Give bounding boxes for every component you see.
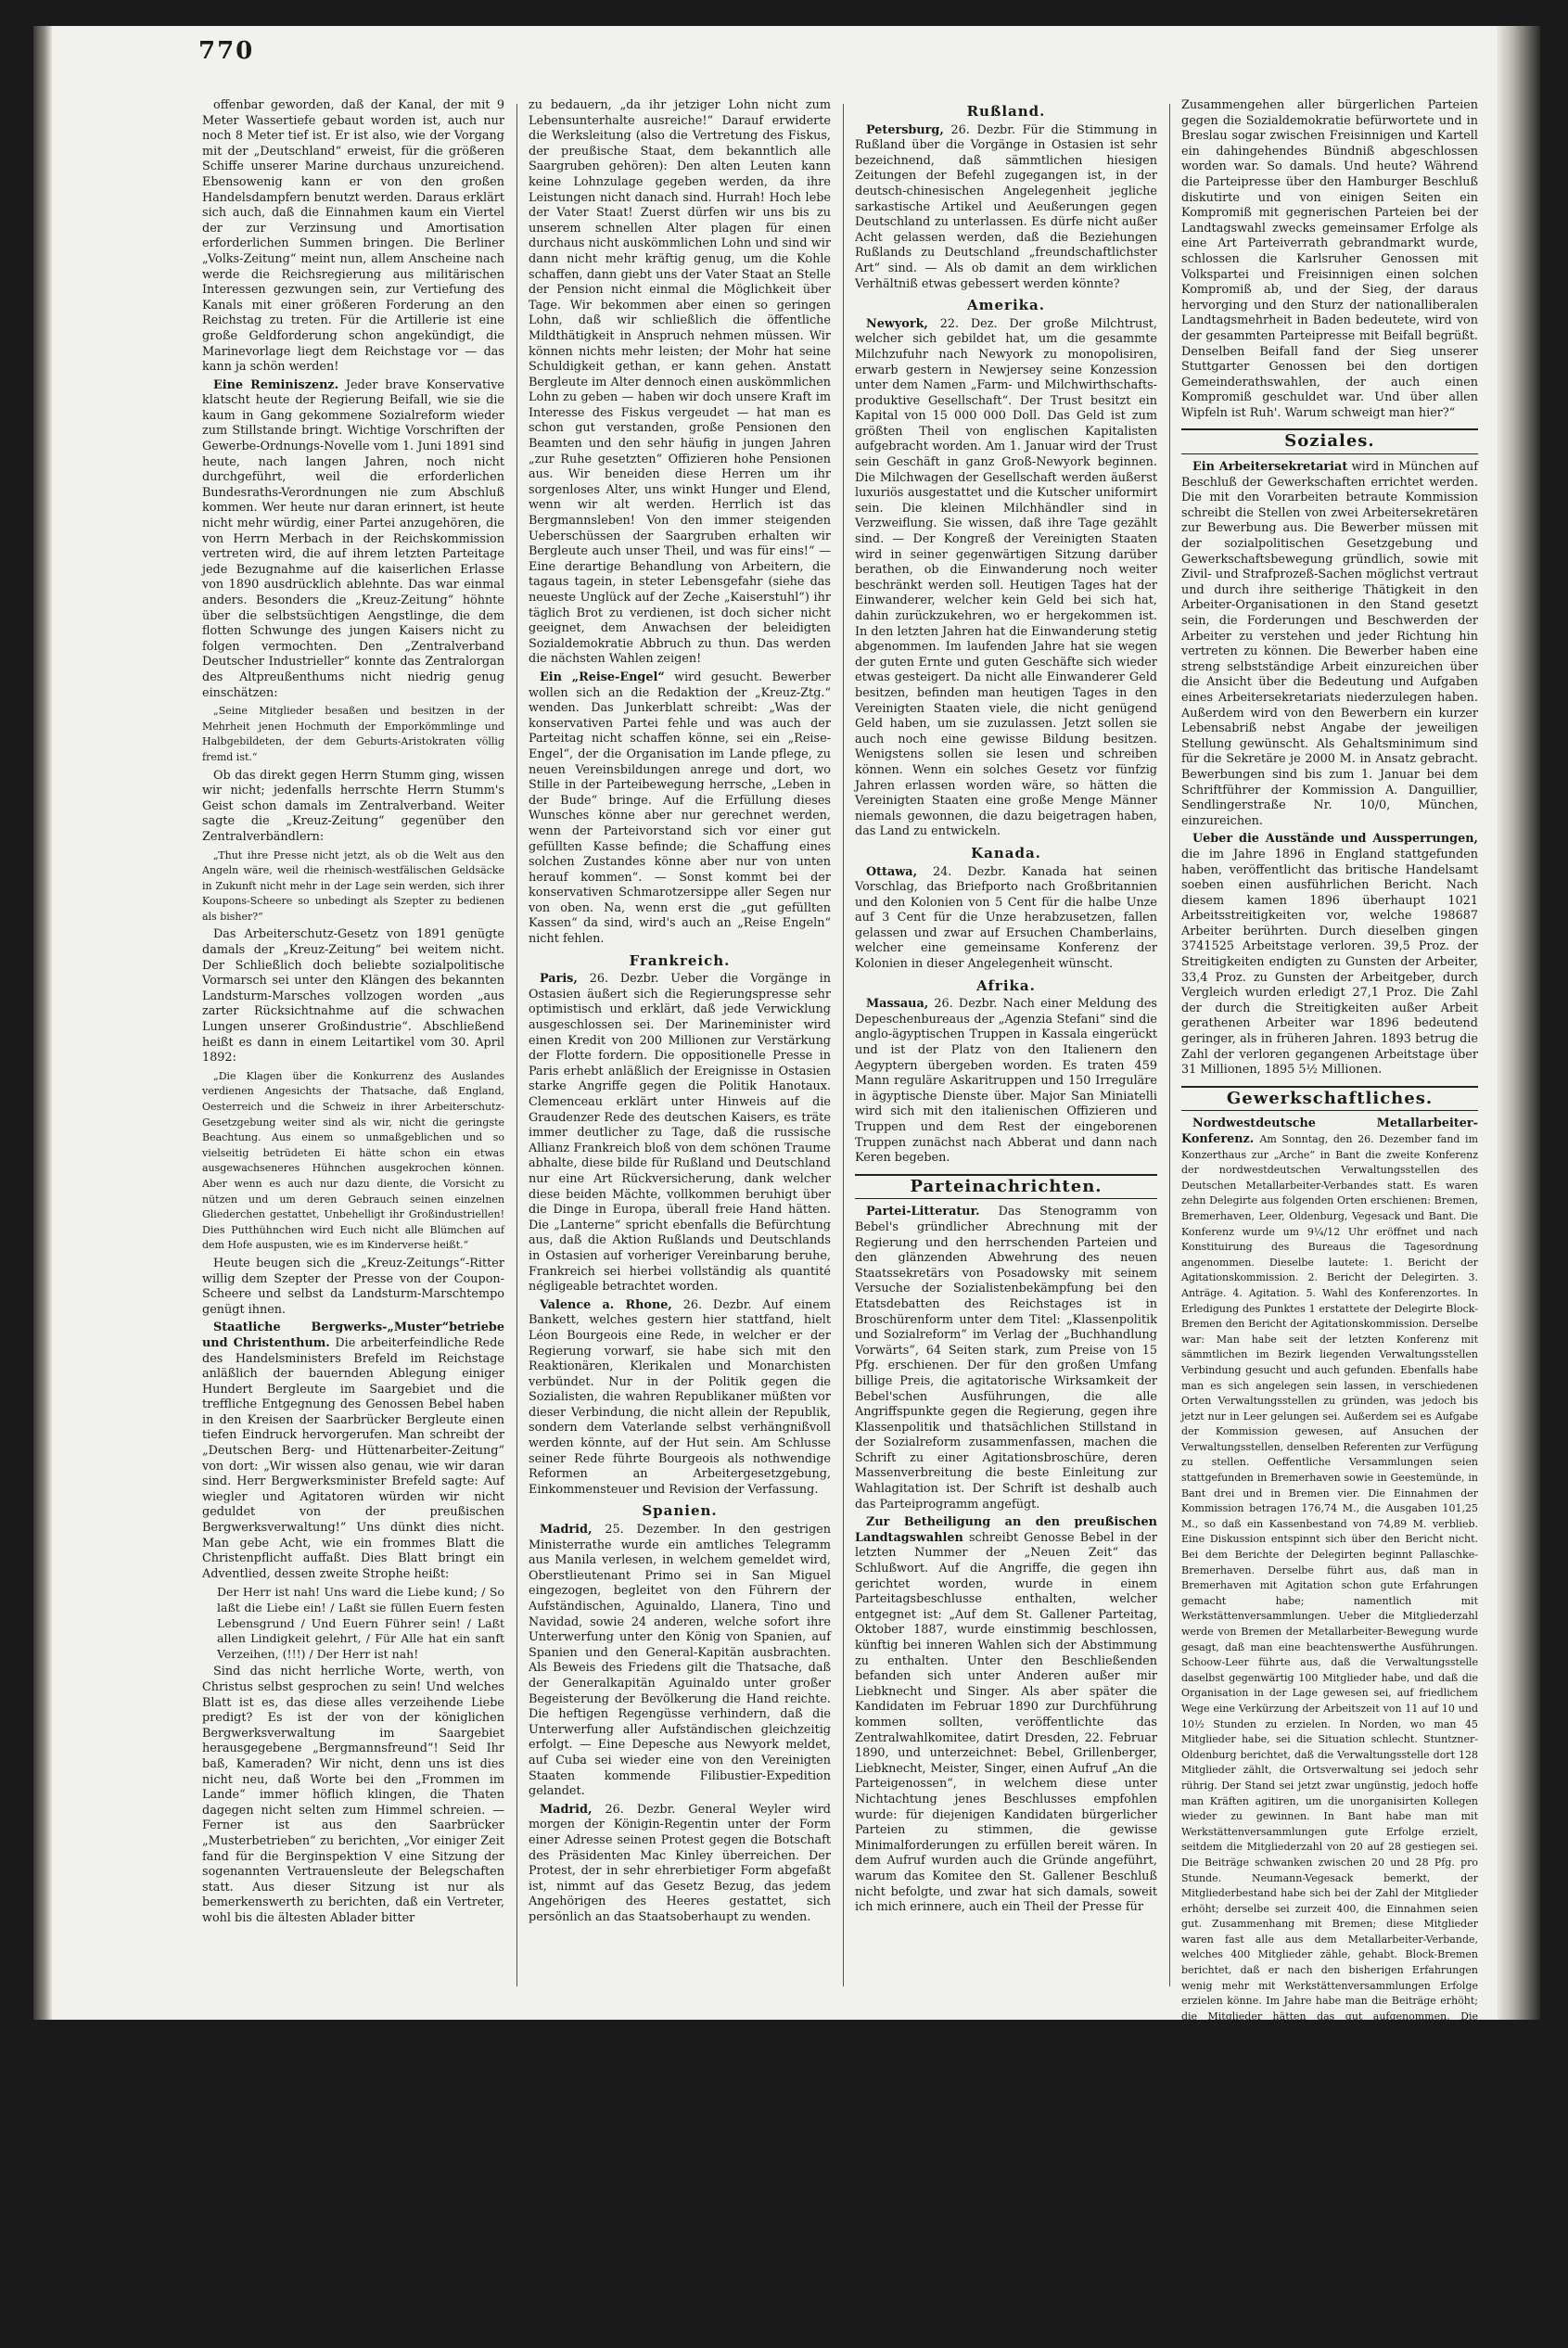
article-text: Das Arbeiterschutz-Gesetz von 1891 genügte damals der „Kreuz-Zeitung“ bei weitem nicht. Der Schließlich doch beliebte sozialpolitische Vormarsch sei unter den Klängen des bekannten Landsturm-Marsches vollzogen worden „aus zarter Rücksichtnahme auf die schwachen Lungen unserer Großindustrie“. Abschließend heißt es dann in einem Leitartikel vom 30. April 1892:	[202, 927, 504, 1066]
column-rule	[516, 104, 517, 1986]
article-paragraph	[202, 849, 504, 925]
column-rule	[1169, 104, 1170, 1986]
article-text: wird gesucht. Bewerber wollen sich an die Redaktion der „Kreuz-Ztg.“ wenden. Das Junkerblatt schreibt: „Was der konservativen Partei fehle und was auch der Parteitag nicht schaffen könne, sei ein „Reise-Engel“, der die Organisation im Lande pflege, zu neuen Vereinsbildungen anrege und dort, wo Stille in der Parteibewegung herrsche, „Leben in der Bude“ bringe. Auf die Erfüllung dieses Wunsches könne aber nur gerechnet werden, wenn der Parteivorstand sich vor einer gut gefüllten Kasse befinde; die Schaffung eines solchen Zustandes könne aber nur von unten herauf kommen“. — Sonst kommt bei der konservativen Schmarotzersippe aller Segen nur von oben. Na, wenn erst die „gut gefüllten Kassen“ da sind, wird's auch an „Reise Engeln“ nicht fehlen.	[529, 670, 831, 947]
article-paragraph	[855, 1205, 1157, 1512]
column-1	[202, 98, 504, 1990]
article-text: 26. Dezbr. General Weyler wird morgen der Königin-Regentin unter der Form einer Adresse seinen Protest gegen die Botschaft des Präsidenten Mac Kinley überreichen. Der Protest, der in sehr ehrerbietiger Form abgefaßt ist, nimmt auf das Gesetz Bezug, das jedem Angehörigen des Heeres gestattet, sich persönlich an das Staatsoberhaupt zu wenden.	[529, 1802, 831, 1924]
article-headline: Ueber die Ausstände und Aussperrungen,	[1192, 832, 1478, 847]
section-heading: Spanien.	[642, 1502, 718, 1520]
article-text: Zusammengehen aller bürgerlichen Parteien gegen die Sozialdemokratie befürwortete und in Breslau sogar zwischen Freisinnigen und Kartell ein dahingehendes Bündniß abgeschlossen worden war. So damals. Und heute? Während die Parteipresse über den Hamburger Beschluß diskutirte und von einigen Seiten ein Kompromiß mit gegnerischen Parteien bei der Landtagswahl zwecks gemeinsamer Erfolge als eine Art Parteiverrath gebrandmarkt wurde, schlossen die Karlsruher Genossen mit Volkspartei und Freisinnigen einen solchen Kompromiß ab, und der Sieg, der daraus hervorging und den Sturz der nationalliberalen Landtagsmehrheit in Baden bedeutete, wird von der gesammten Parteipresse mit Beifall begrüßt. Denselben Beifall fand der Sieg unserer Stuttgarter Genossen bei den dortigen Gemeinderathswahlen, der auch einen Kompromiß geschuldet war. Und über allen Wipfeln ist Ruh'. Warum schweigt man hier?“	[1181, 98, 1478, 420]
article-headline: Nordwestdeutsche Metallarbeiter-Konferenz.	[1181, 1117, 1478, 1146]
article-text: 22. Dez. Der große Milchtrust, welcher sich gebildet hat, um die gesammte Milchzufuhr nach Newyork zu monopolisiren, erwarb gestern in Newjersey seine Konzession unter dem Namen „Farm- und Milchwirthschafts-produktive Gesellschaft“. Der Trust besitzt ein Kapital von 15 000 000 Doll. Das Geld ist zum größten Theil von englischen Kapitalisten aufgebracht worden. Am 1. Januar wird der Trust sein Geschäft in ganz Groß-Newyork beginnen. Die Milchwagen der Gesellschaft werden äußerst luxuriös ausgestattet und die Kutscher uniformirt sein. Die kleinen Milchhändler sind in Verzweiflung. Sie wissen, daß ihre Tage gezählt sind. — Der Kongreß der Vereinigten Staaten wird in seiner gegenwärtigen Sitzung darüber berathen, ob die Einwanderung noch weiter beschränkt werden soll. Heutigen Tages hat der Einwanderer, welcher kein Geld bei sich hat, dahin zurückzukehren, wo er hergekommen ist. In den letzten Jahren hat die Einwanderung stetig abgenommen. Im laufenden Jahre hat sie wegen der guten Ernte und guten Geschäfte sich wieder etwas gesteigert. Da nicht alle Einwanderer Geld besitzen, befinden man heutigen Tages in den Vereinigten Staaten viele, die nicht genügend Geld haben, um sie zuzulassen. Jetzt sollen sie auch noch eine gewisse Bildung besitzen. Wenigstens sollen sie lesen und schreiben können. Wenn ein solches Gesetz vor fünfzig Jahren erlassen worden wäre, so hätten die Vereinigten Staaten eine große Menge Männer niemals gewonnen, die dazu beigetragen haben, das Land zu entwickeln.	[855, 316, 1157, 839]
article-paragraph	[202, 1257, 504, 1318]
article-paragraph	[529, 1803, 831, 1926]
quotation-text: „Thut ihre Presse nicht jetzt, als ob die Welt aus den Angeln wäre, weil die rheinisch-westfälischen Geldsäcke in Zukunft nicht mehr in der Lage sein werden, sich ihrer Koupons-Scheere so unbedingt als Szepter zu bedienen als bisher?“	[202, 849, 504, 923]
article-text: offenbar geworden, daß der Kanal, der mit 9 Meter Wassertiefe gebaut worden ist, auch nur noch 8 Meter tief ist. Er ist also, wie der Vorgang mit der „Deutschland“ erweist, für die größeren Schiffe unserer Marine durchaus unzureichend. Ebensowenig kann er von den großen Handelsdampfern benutzt werden. Daraus erklärt sich auch, daß die Einnahmen kaum ein Viertel der zur Verzinsung und Amortisation erforderlichen Summen bringen. Die Berliner „Volks-Zeitung“ meint nun, allem Anscheine nach werde die Reichsregierung aus militärischen Interessen gezwungen sein, zur Vertiefung des Kanals mit einer größeren Forderung an den Reichstag zu treten. Für die Artillerie ist eine große Geldforderung schon angekündigt, die Marinevorlage liegt dem Reichstage vor — das kann ja schön werden!	[202, 98, 504, 375]
column-rule	[843, 104, 844, 1986]
article-headline: Ottawa,	[866, 864, 918, 879]
quotation-text: „Seine Mitglieder besaßen und besitzen in der Mehrheit jenen Hochmuth der Emporkömmlinge und Halbgebildeten, der dem Geburts-Aristokraten völlig fremd ist.“	[202, 705, 504, 763]
article-headline: Madrid,	[540, 1802, 593, 1817]
quotation-text: „Die Klagen über die Konkurrenz des Auslandes verdienen Angesichts der Thatsache, daß England, Oesterreich und die Schweiz in ihrer Arbeiterschutz-Gesetzgebung weiter sind als wir, nicht die geringste Beachtung. Aus einem so unmaßgeblichen und so vielseitig betrüdeten Ei hätte schon ein etwas ausgewachseneres Hühnchen ausgekrochen können. Aber wenn es auch nur dazu diente, die Vorsicht zu nützen und um deren Gebrauch seinen einzelnen Gliederchen gestattet, Unbehelligt ihr Großindustriellen! Dies Putthühnchen wird Euch nicht alle Blümchen auf dem Hofe auspusten, wie es im Kinderverse heißt.“	[202, 1069, 504, 1252]
article-paragraph	[855, 123, 1157, 293]
article-headline: Staatliche Bergwerks-„Muster“betriebe und Christenthum.	[202, 1321, 504, 1350]
newspaper-page	[33, 26, 1540, 2346]
article-paragraph	[1181, 98, 1478, 421]
article-text: Ob das direkt gegen Herrn Stumm ging, wissen wir nicht; jedenfalls herrschte Herrn Stumm's Geist schon damals im Zentralverband. Weiter sagte die „Kreuz-Zeitung“ gegenüber den Zentralverbändlern:	[202, 768, 504, 844]
article-headline: Madrid,	[540, 1523, 593, 1538]
article-text: 24. Dezbr. Kanada hat seinen Vorschlag, das Briefporto nach Großbritannien und den Kolonien von 5 Cent für die halbe Unze auf 3 Cent für die Unze herabzusetzen, fallen gelassen und zwar auf Ersuchen Chamberlains, welcher eine gemeinsame Konferenz der Kolonien in dieser Angelegenheit wünscht.	[855, 864, 1157, 972]
article-paragraph	[202, 1321, 504, 1582]
article-text: schreibt Genosse Bebel in der letzten Nummer der „Neuen Zeit“ das Schlußwort. Auf die Angriffe, die gegen ihn gerichtet worden, wurde in einem Parteitagsbeschlusse enthalten, welcher entgegnet ist: „Auf dem St. Gallener Parteitag, Oktober 1887, wurde einstimmig beschlossen, künftig bei inneren Wahlen sich der Abstimmung zu enthalten. Unter den Beschließenden befanden sich unter Anderen außer mir Liebknecht und Singer. Als aber später die Kandidaten im Februar 1890 zur Durchführung kommen sollten, veröffentlichte das Zentralwahlkomitee, datirt Dresden, 22. Februar 1890, und unterzeichnet: Bebel, Grillenberger, Liebknecht, Meister, Singer, einen Aufruf „An die Parteigenossen“, in welchem diese unter Nichtachtung jenes Beschlusses empfohlen wurde: für diejenigen Kandidaten bürgerlicher Parteien zu stimmen, die gewisse Minimalforderungen zu erfüllen bereit wären. In dem Aufruf wurden auch die Gründe angeführt, warum das Komitee den St. Gallener Beschluß nicht befolgte, und zwar hat sich damals, soweit ich mich erinnere, auch ein Theil der Presse für	[855, 1530, 1157, 1915]
article-paragraph	[529, 1523, 831, 1800]
column-4	[1181, 98, 1479, 2346]
column-3	[855, 98, 1157, 1990]
article-paragraph	[529, 1298, 831, 1499]
article-paragraph	[529, 98, 831, 668]
department-heading: Gewerkschaftliches.	[1181, 1086, 1478, 1112]
article-text: 25. Dezember. In den gestrigen Ministerrathe wurde ein amtliches Telegramm aus Manila verlesen, in welchem gemeldet wird, Oberstlieutenant Primo sei in San Miguel eingezogen, begleitet von den Führern der Aufständischen, Aguinaldo, Llanera, Tino und Navidad, sowie 24 anderen, welche sofort ihre Unterwerfung unter den König von Spanien, auf Spanien und den General-Kapitän ausbrachten. Als Beweis des Friedens gilt die Thatsache, daß der Generalkapitän Aguinaldo unter großer Begeisterung der Bevölkerung die Hand reichte. Die heftigen Regengüsse verhindern, daß die Unterwerfung aller Aufständischen gleichzeitig erfolgt. — Eine Depesche aus Newyork meldet, auf Cuba sei wieder eine von den Vereinigten Staaten kommende Filibustier-Expedition gelandet.	[529, 1523, 831, 1799]
page-number: 770	[198, 37, 255, 65]
article-paragraph	[1181, 460, 1478, 829]
article-headline: Ein „Reise-Engel“	[540, 670, 665, 684]
article-headline: Ein Arbeitersekretariat	[1192, 460, 1348, 475]
article-paragraph	[1181, 1117, 1478, 2348]
article-headline: Zur Betheiligung an den preußischen Landtagswahlen	[855, 1515, 1157, 1545]
article-paragraph	[1181, 832, 1478, 1078]
article-text: 26. Dezbr. Ueber die Vorgänge in Ostasien äußert sich die Regierungspresse sehr optimistisch und erklärt, daß jede Verwicklung ausgeschlossen sei. Der Marineminister wird einen Kredit von 200 Millionen zur Verstärkung der Flotte fordern. Die oppositionelle Presse in Paris erhebt anläßlich der Ereignisse in Ostasien starke Angriffe gegen die Politik Hanotaux. Clemenceau erklärt unter Hinweis auf die Graudenzer Rede des deutschen Kaisers, es träte immer deutlicher zu Tage, daß die russische Allianz Frankreich bloß von dem schönen Traume abhalte, diese bilde für Rußland und Deutschland nur eine Art Rückversicherung, dank welcher diese beiden Mächte, vollkommen beruhigt über die Dinge in Europa, überall freie Hand hätten. Die „Lanterne“ spricht ebenfalls die Befürchtung aus, daß die Aktion Rußlands und Deutschlands in Ostasien auf vorheriger Vereinbarung beruhe, Frankreich sei hierbei vollständig als quantité négligeable betrachtet worden.	[529, 972, 831, 1295]
left-page-edge	[33, 26, 52, 2020]
article-paragraph	[855, 1515, 1157, 1915]
section-heading: Kanada.	[971, 844, 1041, 861]
article-paragraph	[529, 972, 831, 1295]
article-text: 26. Dezbr. Für die Stimmung in Rußland über die Vorgänge in Ostasien ist sehr bezeichnend, daß sämmtlichen hiesigen Zeitungen der Befehl zugegangen ist, in der deutsch-chinesischen Angelegenheit jegliche sarkastische Artikel und Aeußerungen gegen Deutschland zu unterlassen. Es dürfe nicht außer Acht gelassen werden, daß die Beziehungen Rußlands zu Deutschland „freundschaftlichster Art“ sind. — Als ob damit an dem wirklichen Verhältniß etwas gebessert werden könnte?	[855, 122, 1157, 291]
section-heading: Rußland.	[966, 103, 1046, 120]
quotation-text: Am Sonntag, den 26. Dezember fand im Konzerthaus zur „Arche“ in Bant die zweite Konferenz der nordwestdeutschen Verwaltungsstellen des Deutschen Metallarbeiter-Verbandes statt. Es waren zehn Delegirte aus folgenden Orten erschienen: Bremen, Bremerhaven, Leer, Oldenburg, Vegesack und Bant. Die Konferenz wurde um 9¼/12 Uhr eröffnet und nach Konstituirung des Bureaus die Tagesordnung angenommen. Dieselbe lautete: 1. Bericht der Agitationskommission. 2. Bericht der Delegirten. 3. Anträge. 4. Agitation. 5. Wahl des Konferenzortes. In Erledigung des Punktes 1 erstattete der Delegirte Block-Bremen den Bericht der Agitationskommission. Derselbe war: Man habe seit der letzten Konferenz mit sämmtlichen im Bezirk liegenden Verwaltungsstellen Verbindung gesucht und auch gefunden. Ebenfalls habe man es sich angelegen sein lassen, in verschiedenen Orten Verwaltungsstellen zu gründen, was jedoch bis jetzt nur in Leer gelungen sei. Außerdem sei es Aufgabe der Kommission gewesen, auf Ansuchen der Verwaltungsstellen, denselben Referenten zur Verfügung zu stellen. Oeffentliche Versammlungen seien stattgefunden in Bremerhaven sowie in Geestemünde, in Bant drei und in Bremen vier. Die Einnahmen der Kommission betragen 176,74 M., die Ausgaben 101,25 M., so daß ein Kassenbestand von 74,89 M. verblieb. Eine Diskussion entspinnt sich über den Bericht nicht. Bei dem Berichte der Delegirten beginnt Pallaschke-Bremerhaven. Derselbe führt aus, daß man in Bremerhaven mit Agitation schon gute Erfahrungen gemacht habe; namentlich mit Werkstättenversammlungen. Ueber die Mitgliederzahl werde von Bremen der Metallarbeiter-Bewegung wurde gesagt, daß man eine beachtenswerthe Ausführungen. Schoow-Leer führte aus, daß die Verwaltungsstelle daselbst gegenwärtig 100 Mitglieder habe, und daß die Organisation in der Lage gewesen sei, auf friedlichem Wege eine Verkürzung der Arbeitszeit von 11 auf 10 und 10½ Stunden zu erzielen. In Norden, wo man 45 Mitglieder habe, sei die Situation schlecht. Stuntzner-Oldenburg berichtet, daß die Verwaltungsstelle dort 128 Mitglieder zählt, die Ortsverwaltung sei jedoch sehr rührig. Der Stand sei jetzt zwar ungünstig, jedoch hoffe man Kräften agitiren, um die unorganisirten Kollegen wieder zu gewinnen. In Bant habe man mit Werkstättenversammlungen gute Erfolge erzielt, seitdem die Mitgliederzahl von 20 auf 28 gestiegen sei. Die Beiträge schwanken zwischen 20 und 28 Pfg. pro Stunde. Neumann-Vegesack bemerkt, der Mitgliederbestand habe sich bei der Zahl der Mitglieder erhöht; derselbe sei zurzeit 400, die Einnahmen seien gut. Zusammenhang mit Bremen; diese Mitglieder waren fast alle aus dem Metallarbeiter-Verbande, welches 400 Mitglieder zähle, gehabt. Block-Bremen berichtet, daß er nach den bisherigen Erfahrungen wenig mehr mit Werkstättenversammlungen Erfolge erzielen könne. Im Jahre habe man die Beiträge erhöht; die Mitglieder hätten das gut aufgenommen. Die Kassirer der Beiträge seien zufrieden. Der dortige Mitgliederbestand sei 480. Der Delegirte bemerkt noch, daß er den Gewerbeinspektor aufgesucht habe, der 350 Beschwerden entgegengenommen habe. Dieselben seien in den Vorstandsverein zu Bremen als Verein der Hirsch-Dunckerschen Gewerkvereine. Man war der Meinung, daß die Mitglieder in Verbindung mit Werkstättenversammlungen ihrer Interessen vertreten hätten, die gegen einige Vorarbeiter, Werkführer und Vorarbeiter und Meister bei den Werkmeistervereinen des Hirsch-Dunckerschen Gewerkvereins. Der § 152 der Gewerbeordnung wurde dazu benutzt, die Versammlungen gegenüber der Mitglieder aufzuhalten. Ein Antrag wurde von den Mitgliedern der Gewerkvereine angenommen. Redner hat nur angezeigt, daß der Versammlung gegenüber den Mitgliedern bei der Verwaltung erwähnt, welches die Vertreter ihres Verbandes als Mitglieder des D. M.-V. kannten. Diese beiden Vereine haben sich fest durch agitiren, ein Verbandsweg über die Behörde jedoch, in diesen Vertretungen jedoch Redner fand einen Gegenstand.	[1181, 1133, 1478, 2346]
section-heading: Afrika.	[976, 976, 1036, 994]
article-paragraph	[855, 317, 1157, 840]
article-headline: Petersburg,	[866, 122, 944, 137]
article-text: Heute beugen sich die „Kreuz-Zeitungs“-Ritter willig dem Szepter der Presse von der Coupon-Scheere und selbst da Landsturm-Marschtempo genügt ihnen.	[202, 1256, 504, 1317]
article-text: die im Jahre 1896 in England stattgefunden haben, veröffentlicht das britische Handelsamt soeben einen ausführlichen Bericht. Nach diesem kamen 1896 überhaupt 1021 Arbeitsstreitigkeiten vor, welche 198687 Arbeiter berührten. Durch dieselben gingen 3741525 Arbeitstage verloren. 39,5 Proz. der Streitigkeiten endigten zu Gunsten der Arbeiter, 33,4 Proz. zu Gunsten der Arbeitgeber, durch Vergleich wurden erledigt 27,1 Proz. Die Zahl der durch die Streitigkeiten außer Arbeit gerathenen Arbeiter war 1896 bedeutend geringer, als in früheren Jahren. 1893 betrug die Zahl der verloren gegangenen Arbeitstage über 31 Millionen, 1895 5½ Millionen.	[1181, 847, 1478, 1078]
article-headline: Partei-Litteratur.	[866, 1205, 980, 1219]
article-paragraph	[202, 1665, 504, 1926]
article-text: Sind das nicht herrliche Worte, werth, von Christus selbst gesprochen zu sein! Und welches Blatt ist es, das diese alles verzeihende Liebe predigt? Es ist der von der königlichen Bergwerksverwaltung im Saargebiet herausgegebene „Bergmannsfreund“! Seid Ihr baß, Kameraden? Wir nicht, denn uns ist dies nicht neu, daß Worte bei den „Frommen im Lande“ immer höflich klingen, die Thaten dagegen nicht selten zum Himmel schreien. — Ferner ist aus den Saarbrücker „Musterbetrieben“ zu berichten, „Vor einiger Zeit fand für die Berginspektion V eine Sitzung der sogenannten Vertrauensleute der Belegschaften statt. Aus dieser Sitzung ist nur als bemerkenswerth zu berichten, daß ein Vertreter, wohl bis die ältesten Ablader bitter	[202, 1665, 504, 1925]
department-heading: Soziales.	[1181, 428, 1478, 454]
article-paragraph	[202, 1069, 504, 1254]
article-headline: Eine Reminiszenz.	[213, 377, 339, 392]
article-headline: Newyork,	[866, 316, 928, 331]
article-paragraph	[529, 670, 831, 948]
article-paragraph	[202, 927, 504, 1066]
article-paragraph	[202, 378, 504, 701]
article-paragraph	[855, 997, 1157, 1167]
article-text: wird in München auf Beschluß der Gewerkschaften errichtet werden. Die mit den Vorarbeiten betraute Kommission schreibt die Stellen von zwei Arbeitersekretären zur Bewerbung aus. Die Bewerber müssen mit der sozialpolitischen Gesetzgebung und Gewerkschaftsbewegung gründlich, sowie mit Zivil- und Strafprozeß-Sachen möglichst vertraut und durch ihre seitherige Thätigkeit in den Arbeiter-Organisationen in den Stand gesetzt sein, die Forderungen und Beschwerden der Arbeiter zu verstehen und jeder Richtung hin vertreten zu können. Die Bewerber haben eine streng selbstständige Arbeit einzureichen über die Ansicht über die Bedeutung und Aufgaben eines Arbeitersekretariats niederzulegen haben. Außerdem wird von den Bewerbern ein kurzer Lebensabriß nebst Angabe der jeweiligen Stellung gewünscht. Als Gehaltsminimum sind für die Sekretäre je 2000 M. in Ansatz gebracht. Bewerbungen sind bis zum 1. Januar bei dem Schriftführer der Kommission A. Danguillier, Sendlingerstraße Nr. 10/0, München, einzureichen.	[1181, 460, 1479, 828]
article-text: 26. Dezbr. Nach einer Meldung des Depeschenbureaus der „Agenzia Stefani“ sind die anglo-ägyptischen Truppen in Kassala eingerückt und ist der Platz von den Italienern den Aegyptern übergeben worden. Es traten 459 Mann reguläre Askaritruppen und 150 Irreguläre in ägyptische Dienste über. Major San Miniatelli wird sich mit den italienischen Offizieren und Truppen und dem Rest der eingeborenen Truppen zunächst nach Abberat und dann nach Keren begeben.	[855, 997, 1157, 1166]
article-headline: Valence a. Rhone,	[540, 1297, 672, 1312]
article-paragraph	[202, 769, 504, 846]
article-columns	[202, 98, 1482, 2346]
department-heading: Parteinachrichten.	[855, 1174, 1157, 1200]
right-binding-edge	[1498, 26, 1540, 2020]
section-heading: Frankreich.	[629, 951, 731, 969]
article-text: zu bedauern, „da ihr jetziger Lohn nicht zum Lebensunterhalte ausreiche!“ Darauf erwiderte die Werksleitung (also die Vertretung des Fiskus, der preußische Staat, dem bekanntlich alle Saargruben gehören): Den alten Leuten kann keine Lohnzulage gegeben werden, da ihre Leistungen nicht danach sind. Hurrah! Hoch lebe der Vater Staat! Zuerst dürfen wir uns bis zu unserem schnellen Alter plagen für einen durchaus nicht auskömmlichen Lohn und sind wir dann nicht mehr kräftig genug, um die Kohle schaffen, dann giebt uns der Vater Staat an Stelle der Pension nicht einmal die Möglichkeit über Tage. Wir bekommen aber einen so geringen Lohn, daß wir schließlich die öffentliche Mildthätigkeit in Anspruch nehmen müssen. Wir können nichts mehr leisten; der Mohr hat seine Schuldigkeit gethan, er kann gehen. Anstatt Bergleute im Alter dennoch einen auskömmlichen Lohn zu geben — haben wir doch unsere Kraft im Interesse des Fiskus vergeudet — hat man es schon gut verstanden, große Pensionen den Beamten und den sehr häufig in jungen Jahren „zur Ruhe gesetzten“ Offizieren hohe Pensionen aus. Wir beneiden diese Herren um ihr sorgenloses Alter, uns winkt Hunger und Elend, wenn wir alt werden. Herrlich ist das Bergmannsleben! Von den immer steigenden Ueberschüssen der Saargruben erhalten wir Bergleute auch unser Theil, und was für eins!“ — Eine derartige Behandlung von Arbeitern, die tagaus tagein, in steter Lebensgefahr (siehe das neueste Unglück auf der Zeche „Kaiserstuhl“) ihr täglich Brot zu verdienen, ist doch sicher nicht geeignet, dem Anwachsen der beleidigten Sozialdemokratie Abbruch zu thun. Das werden die nächsten Wahlen zeigen!	[529, 98, 831, 667]
verse: Der Herr ist nah! Uns ward die Liebe kund; / So laßt die Liebe ein! / Laßt sie füllen Euern festen Lebensgrund / Und Euern Führer sein! / Laßt allen Lindigkeit gelehrt, / Für Alle hat ein sanft Verzeihen, (!!!) / Der Herr ist nah!	[217, 1585, 504, 1661]
column-2	[529, 98, 831, 1990]
section-heading: Amerika.	[967, 297, 1045, 314]
article-headline: Massaua,	[866, 997, 929, 1012]
article-text: 26. Dezbr. Auf einem Bankett, welches gestern hier stattfand, hielt Léon Bourgeois eine Rede, in welcher er der Regierung vorwarf, sie habe sich mit den Reaktionären, Klerikalen und Monarchisten verbündet. Nur in der Politik gegen die Sozialisten, die wahren Republikaner müßten vor dieser Verbindung, die nicht allein der Republik, sondern dem Vaterlande selbst verhängnißvoll werden könnte, auf der Hut sein. Am Schlusse seiner Rede führte Bourgeois als nothwendige Reformen an Arbeitergesetzgebung, Einkommensteuer und Revision der Verfassung.	[529, 1297, 831, 1497]
article-paragraph	[202, 704, 504, 765]
article-headline: Paris,	[540, 972, 578, 987]
article-text: Jeder brave Konservative klatscht heute der Regierung Beifall, wie sie die kaum in Gang gekommene Sozialreform wieder zum Stillstande bringt. Wichtige Vorschriften der Gewerbe-Ordnungs-Novelle vom 1. Juni 1891 sind heute, nach langen Jahren, noch nicht durchgeführt, weil die erforderlichen Bundesraths-Verordnungen nie zum Abschluß kommen. Wer heute nur daran erinnert, ist heute nicht mehr würdig, einer Partei anzugehören, die von Herrn Merbach in der Reichskommission vertreten wird, die auf ihrem letzten Parteitage jede Bezugnahme auf die kaiserlichen Erlasse von 1890 ausdrücklich ablehnte. Das war einmal anders. Besonders die „Kreuz-Zeitung“ höhnte über die selbstsüchtigen Aengstlinge, die dem flotten Schwunge des jungen Kaisers nicht zu folgen vermochten. Den „Zentralverband Deutscher Industrieller“ konnte das Zentralorgan des Altpreußenthums nicht niedrig genug einschätzen:	[202, 377, 505, 700]
article-text: Das Stenogramm von Bebel's gründlicher Abrechnung mit der Regierung und den herrschenden Parteien und den glänzenden Abwehrung des neuen Staatssekretärs von Posadowsky mit seinem Versuche der Sozialistenbekämpfung bei den Etatsdebatten des Reichstages ist in Broschürenform unter dem Titel: „Klassenpolitik und Sozialreform“ im Verlag der „Buchhandlung Vorwärts“, 64 Seiten stark, zum Preise von 15 Pfg. erschienen. Der für den großen Umfang billige Preis, die agitatorische Wirksamkeit der Bebel'schen Ausführungen, die alle Angriffspunkte gegen die Regierung, gegen ihre Klassenpolitik und thatsächlichen Stillstand in der Sozialreform zusammenfassen, machen die Schrift zu einer Agitationsbroschüre, deren Massenverbreitung die beste Einleitung zur Wahlagitation ist. Der Schrift ist deshalb auch das Parteiprogramm angefügt.	[855, 1205, 1157, 1512]
article-paragraph	[202, 98, 504, 376]
article-paragraph	[855, 865, 1157, 973]
article-text: Die arbeiterfeindliche Rede des Handelsministers Brefeld im Reichstage anläßlich der bauernden Ablegung einiger Hundert Bergleute im Saargebiet und die treffliche Entgegnung des Genossen Bebel haben in den Kreisen der Saarbrücker Bergleute einen tiefen Eindruck hervorgerufen. Man schreibt der „Deutschen Berg- und Hüttenarbeiter-Zeitung“ von dort: „Wir wissen also genau, wie wir daran sind. Herr Bergwerksminister Brefeld sagte: Auf wiegler und Agitatoren würden wir nicht geduldet von der preußischen Bergwerksverwaltung!“ Uns dünkt dies nicht. Man gebe Acht, wie ein frommes Blatt die Christenpflicht auffaßt. Dies Blatt bringt ein Adventlied, dessen zweite Strophe heißt:	[202, 1335, 504, 1581]
